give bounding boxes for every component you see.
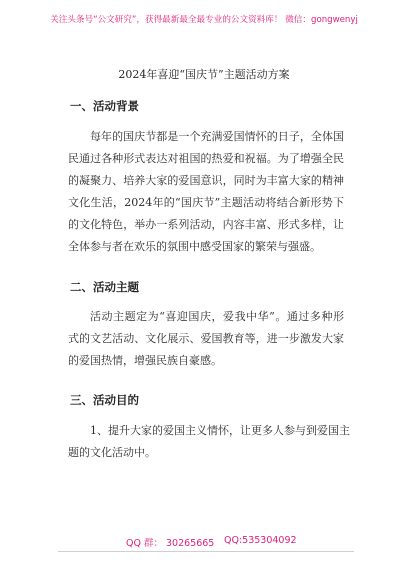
footer-contact (0, 535, 408, 551)
paragraph-line: 式的文艺活动、文化展示、爱国教育等，进一步激发大家 (68, 332, 344, 345)
document-title: 2024年喜迎“国庆节”主题活动方案 (118, 68, 290, 81)
paragraph-line: 的爱国热情，增强民族自豪感。 (68, 354, 222, 367)
paragraph-line: 题的文化活动中。 (68, 446, 156, 459)
paragraph-line: 文化生活，2024年的“国庆节”主题活动将结合新形势下 (68, 196, 344, 209)
section-heading-theme: 二、活动主题 (70, 280, 139, 294)
section-heading-purpose: 三、活动目的 (70, 393, 139, 407)
section-body-theme (68, 306, 344, 372)
footer-qq-group: QQ 群： 30265665 (126, 538, 215, 549)
footer-qq-number: QQ:535304092 (224, 535, 297, 546)
paragraph-line: 的凝聚力、培养大家的爱国意识，同时为丰富大家的精神 (68, 174, 344, 187)
paragraph-line: 的文化特色，举办一系列活动，内容丰富、形式多样，让 (68, 218, 344, 231)
footer-divider (58, 551, 354, 552)
header-banner: 关注头条号“公文研究”，获得最新最全最专业的公文资料库！ 微信：gongwenyj (50, 15, 358, 25)
paragraph-line: 1、提升大家的爱国主义情怀，让更多人参与到爱国主 (90, 424, 350, 437)
paragraph-line: 民通过各种形式表达对祖国的热爱和祝福。为了增强全民 (68, 152, 344, 165)
paragraph-line: 全体参与者在欢乐的氛围中感受国家的繁荣与强盛。 (68, 240, 321, 253)
section-body-purpose (68, 420, 350, 464)
paragraph-line: 每年的国庆节都是一个充满爱国情怀的日子，全体国 (90, 130, 344, 143)
paragraph-line: 活动主题定为“喜迎国庆，爱我中华”。通过多种形 (90, 310, 344, 323)
section-heading-background: 一、活动背景 (70, 99, 139, 113)
section-body-background (68, 126, 344, 258)
